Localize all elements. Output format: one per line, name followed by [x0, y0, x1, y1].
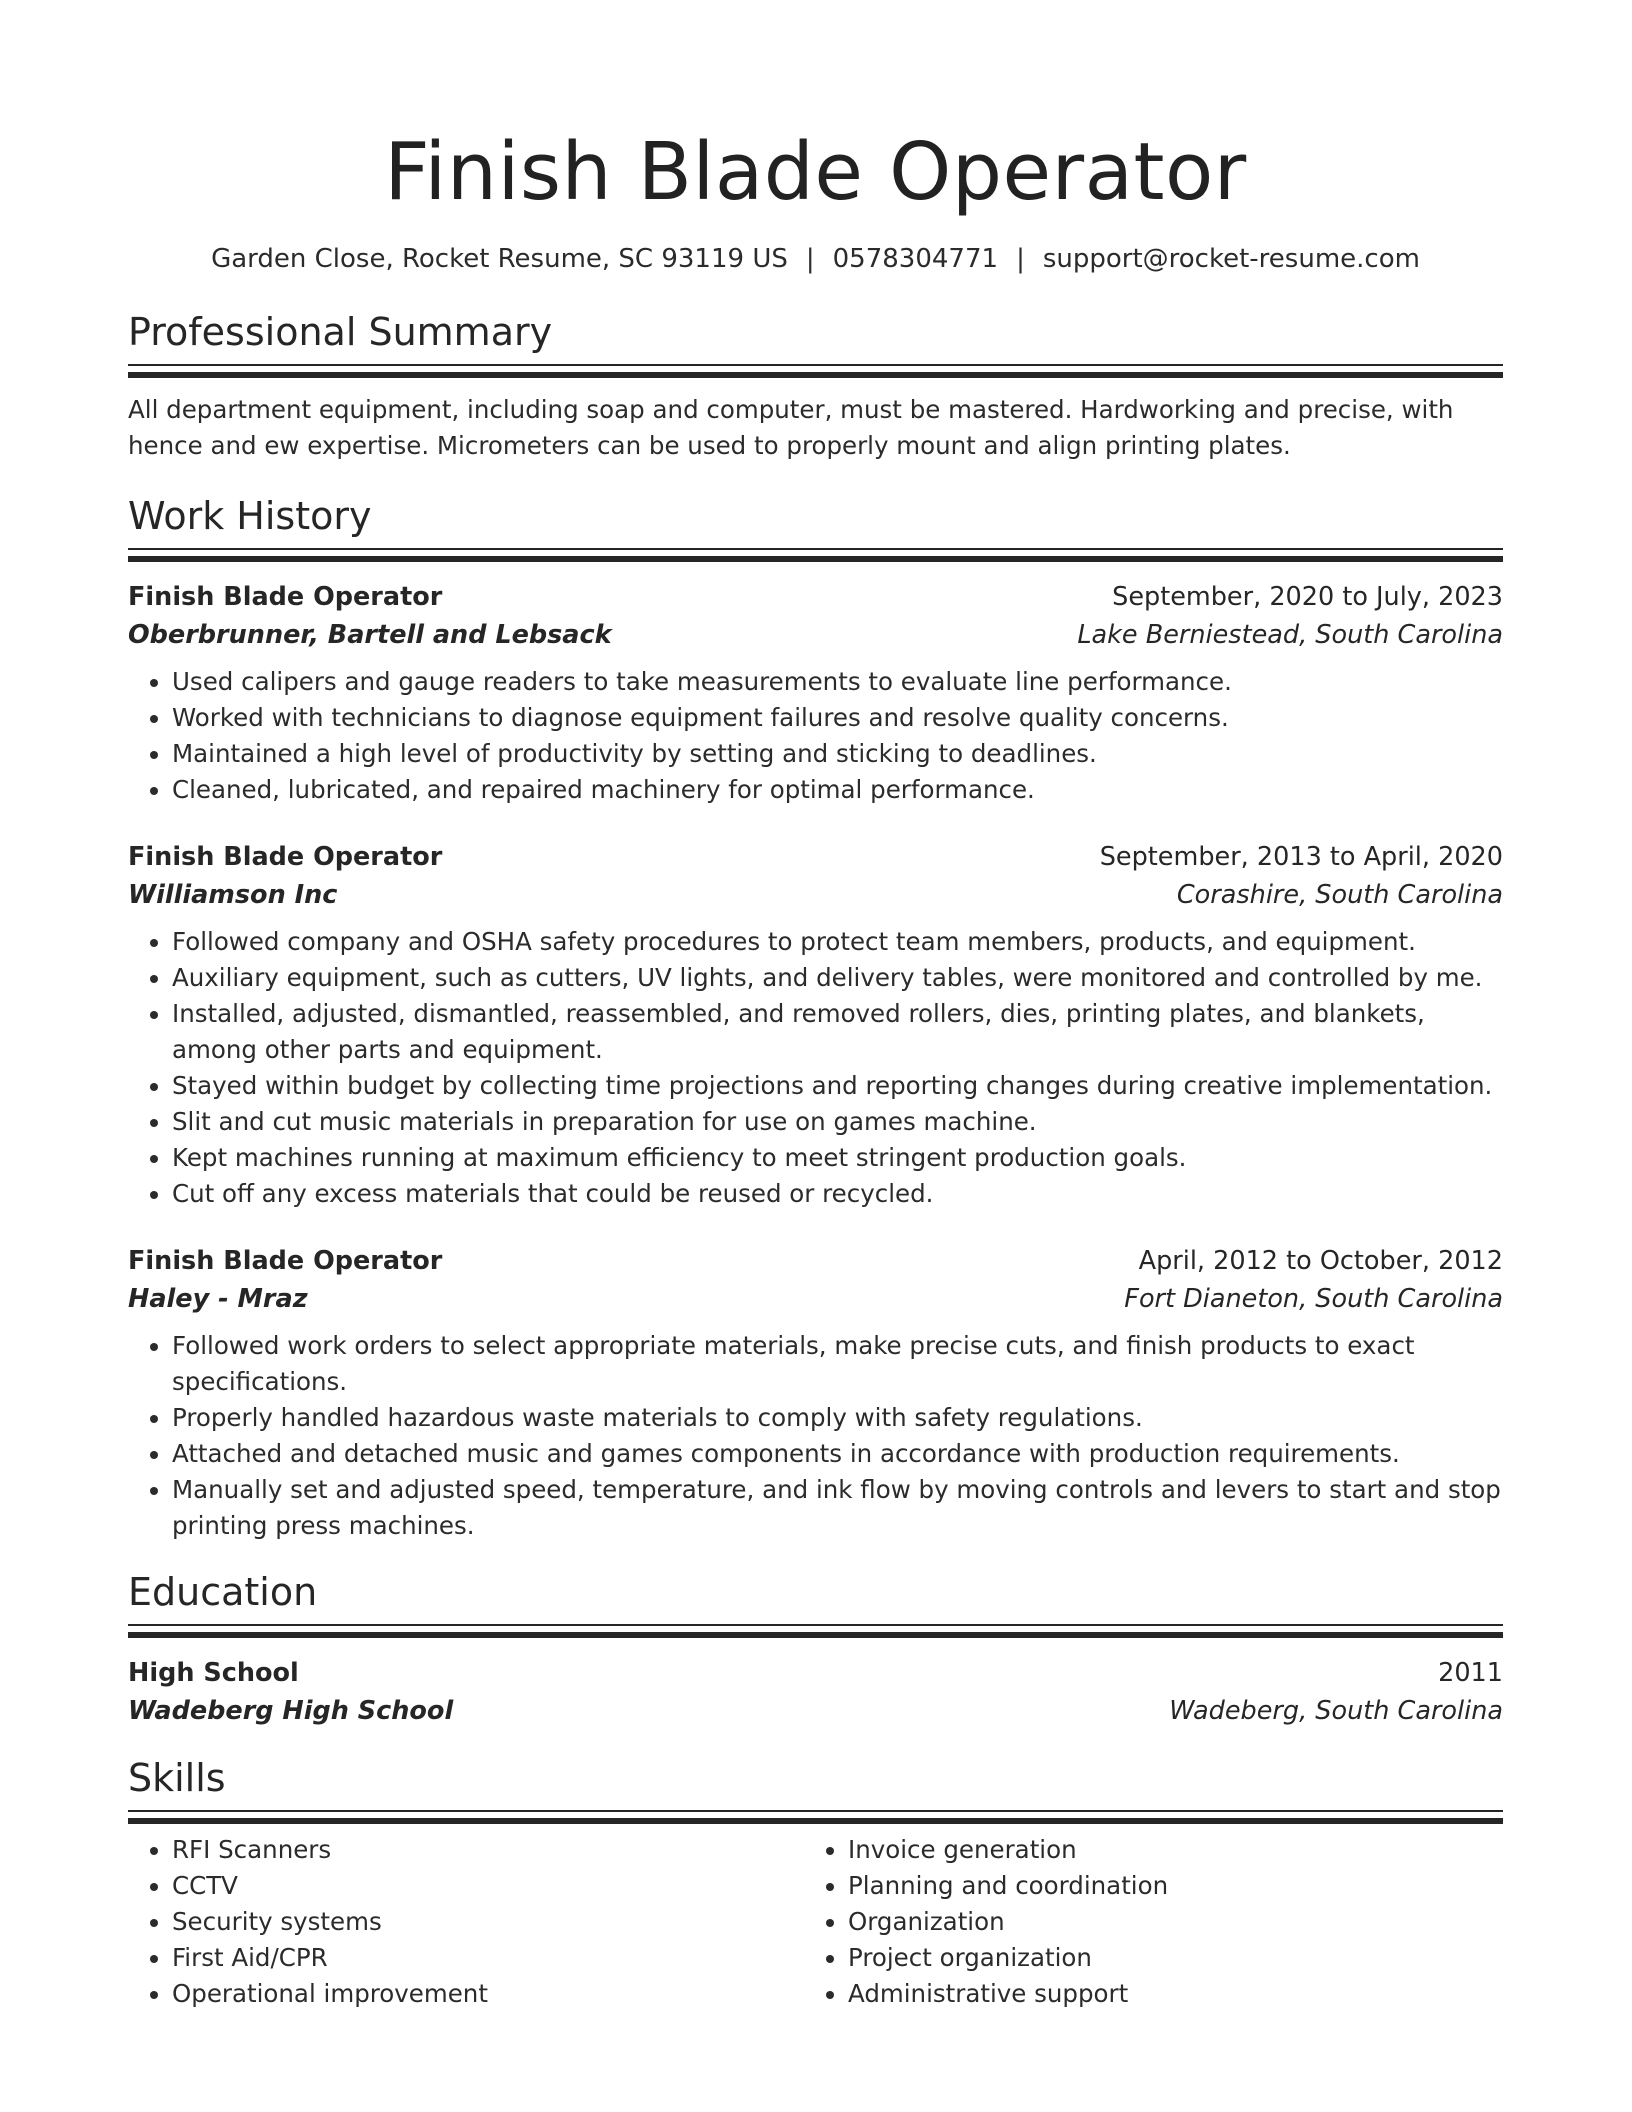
job-title: Finish Blade Operator	[128, 582, 443, 612]
duty-item: • Maintained a high level of productivity by setting and sticking to deadlines.	[172, 736, 1503, 772]
job-title-row	[128, 1242, 1503, 1280]
skills-right-column	[804, 1832, 1480, 2012]
job-title: Finish Blade Operator	[128, 842, 443, 872]
skill-item: • Security systems	[172, 1904, 804, 1940]
duty-item: • Properly handled hazardous waste materials to comply with safety regulations.	[172, 1400, 1503, 1436]
job-dates: April, 2012 to October, 2012	[1138, 1246, 1503, 1276]
duty-item: • Attached and detached music and games components in accordance with production requirements.	[172, 1436, 1503, 1472]
job-dates: September, 2013 to April, 2020	[1099, 842, 1503, 872]
summary-heading: Professional Summary	[128, 310, 553, 354]
job-title: Finish Blade Operator	[128, 1246, 443, 1276]
duty-item: • Worked with technicians to diagnose equipment failures and resolve quality concerns.	[172, 700, 1503, 736]
education-year: 2011	[1438, 1658, 1503, 1688]
contact-address: Garden Close, Rocket Resume, SC 93119 US	[211, 244, 788, 274]
duty-item: • Stayed within budget by collecting time projections and reporting changes during creative implementation.	[172, 1068, 1503, 1104]
skill-item: • Administrative support	[848, 1976, 1480, 2012]
job-company-row	[128, 1280, 1503, 1318]
job-company: Williamson Inc	[128, 880, 338, 910]
skill-item: • Organization	[848, 1904, 1480, 1940]
contact-line	[128, 242, 1503, 276]
skill-item: • Planning and coordination	[848, 1868, 1480, 1904]
work-history-section	[128, 492, 1503, 1544]
education-heading: Education	[128, 1570, 318, 1614]
job-company-row	[128, 616, 1503, 654]
job-duties	[128, 1328, 1503, 1544]
skills-left-column	[128, 1832, 804, 2012]
job-location: Corashire, South Carolina	[1176, 880, 1503, 910]
skills-columns	[128, 1832, 1503, 2012]
resume-page	[128, 0, 1503, 2012]
education-school: Wadeberg High School	[128, 1696, 454, 1726]
section-divider	[128, 1810, 1503, 1824]
duty-item: • Followed work orders to select appropriate materials, make precise cuts, and finish products to exact specifications.	[172, 1328, 1503, 1400]
job-location: Lake Berniestead, South Carolina	[1077, 620, 1503, 650]
section-divider	[128, 364, 1503, 378]
section-divider	[128, 548, 1503, 562]
contact-separator: |	[805, 244, 815, 274]
section-divider	[128, 1624, 1503, 1638]
skills-heading: Skills	[128, 1756, 226, 1800]
skill-item: • CCTV	[172, 1868, 804, 1904]
duty-item: • Used calipers and gauge readers to take measurements to evaluate line performance.	[172, 664, 1503, 700]
skill-item: • RFI Scanners	[172, 1832, 804, 1868]
education-location: Wadeberg, South Carolina	[1169, 1696, 1503, 1726]
job-duties	[128, 924, 1503, 1212]
job-entry	[128, 1242, 1503, 1544]
job-company-row	[128, 876, 1503, 914]
duty-item: • Auxiliary equipment, such as cutters, UV lights, and delivery tables, were monitored and controlled by me.	[172, 960, 1503, 996]
education-degree: High School	[128, 1658, 299, 1688]
duty-item: • Installed, adjusted, dismantled, reassembled, and removed rollers, dies, printing plates, and blankets, among other parts and equipment.	[172, 996, 1503, 1068]
job-duties	[128, 664, 1503, 808]
contact-separator: |	[1016, 244, 1025, 274]
summary-text: All department equipment, including soap and computer, must be mastered. Hardworking and precise, with hence and ew expertise. Micrometers can be used to properly mount and align printing plates.	[128, 395, 1454, 460]
education-degree-row	[128, 1654, 1503, 1692]
job-company: Haley - Mraz	[128, 1284, 308, 1314]
education-entry	[128, 1654, 1503, 1730]
duty-item: • Cleaned, lubricated, and repaired machinery for optimal performance.	[172, 772, 1503, 808]
skill-item: • Invoice generation	[848, 1832, 1480, 1868]
education-section	[128, 1568, 1503, 1730]
contact-phone: 0578304771	[832, 244, 999, 274]
job-entry	[128, 838, 1503, 1212]
skills-section	[128, 1754, 1503, 2012]
job-company: Oberbrunner, Bartell and Lebsack	[128, 620, 612, 650]
job-entry	[128, 578, 1503, 808]
duty-item: • Slit and cut music materials in preparation for use on games machine.	[172, 1104, 1503, 1140]
skill-item: • First Aid/CPR	[172, 1940, 804, 1976]
education-school-row	[128, 1692, 1503, 1730]
contact-email[interactable]: support@rocket-resume.com	[1042, 244, 1420, 274]
job-dates: September, 2020 to July, 2023	[1112, 582, 1503, 612]
duty-item: • Followed company and OSHA safety procedures to protect team members, products, and equipment.	[172, 924, 1503, 960]
job-title-row	[128, 578, 1503, 616]
work-history-heading: Work History	[128, 494, 372, 538]
job-title-row	[128, 838, 1503, 876]
duty-item: • Cut off any excess materials that could be reused or recycled.	[172, 1176, 1503, 1212]
skill-item: • Operational improvement	[172, 1976, 804, 2012]
skill-item: • Project organization	[848, 1940, 1480, 1976]
summary-section	[128, 308, 1503, 464]
duty-item: • Manually set and adjusted speed, temperature, and ink flow by moving controls and levers to start and stop printing press machines.	[172, 1472, 1503, 1544]
job-location: Fort Dianeton, South Carolina	[1124, 1284, 1503, 1314]
candidate-name: Finish Blade Operator	[384, 126, 1247, 218]
duty-item: • Kept machines running at maximum efficiency to meet stringent production goals.	[172, 1140, 1503, 1176]
